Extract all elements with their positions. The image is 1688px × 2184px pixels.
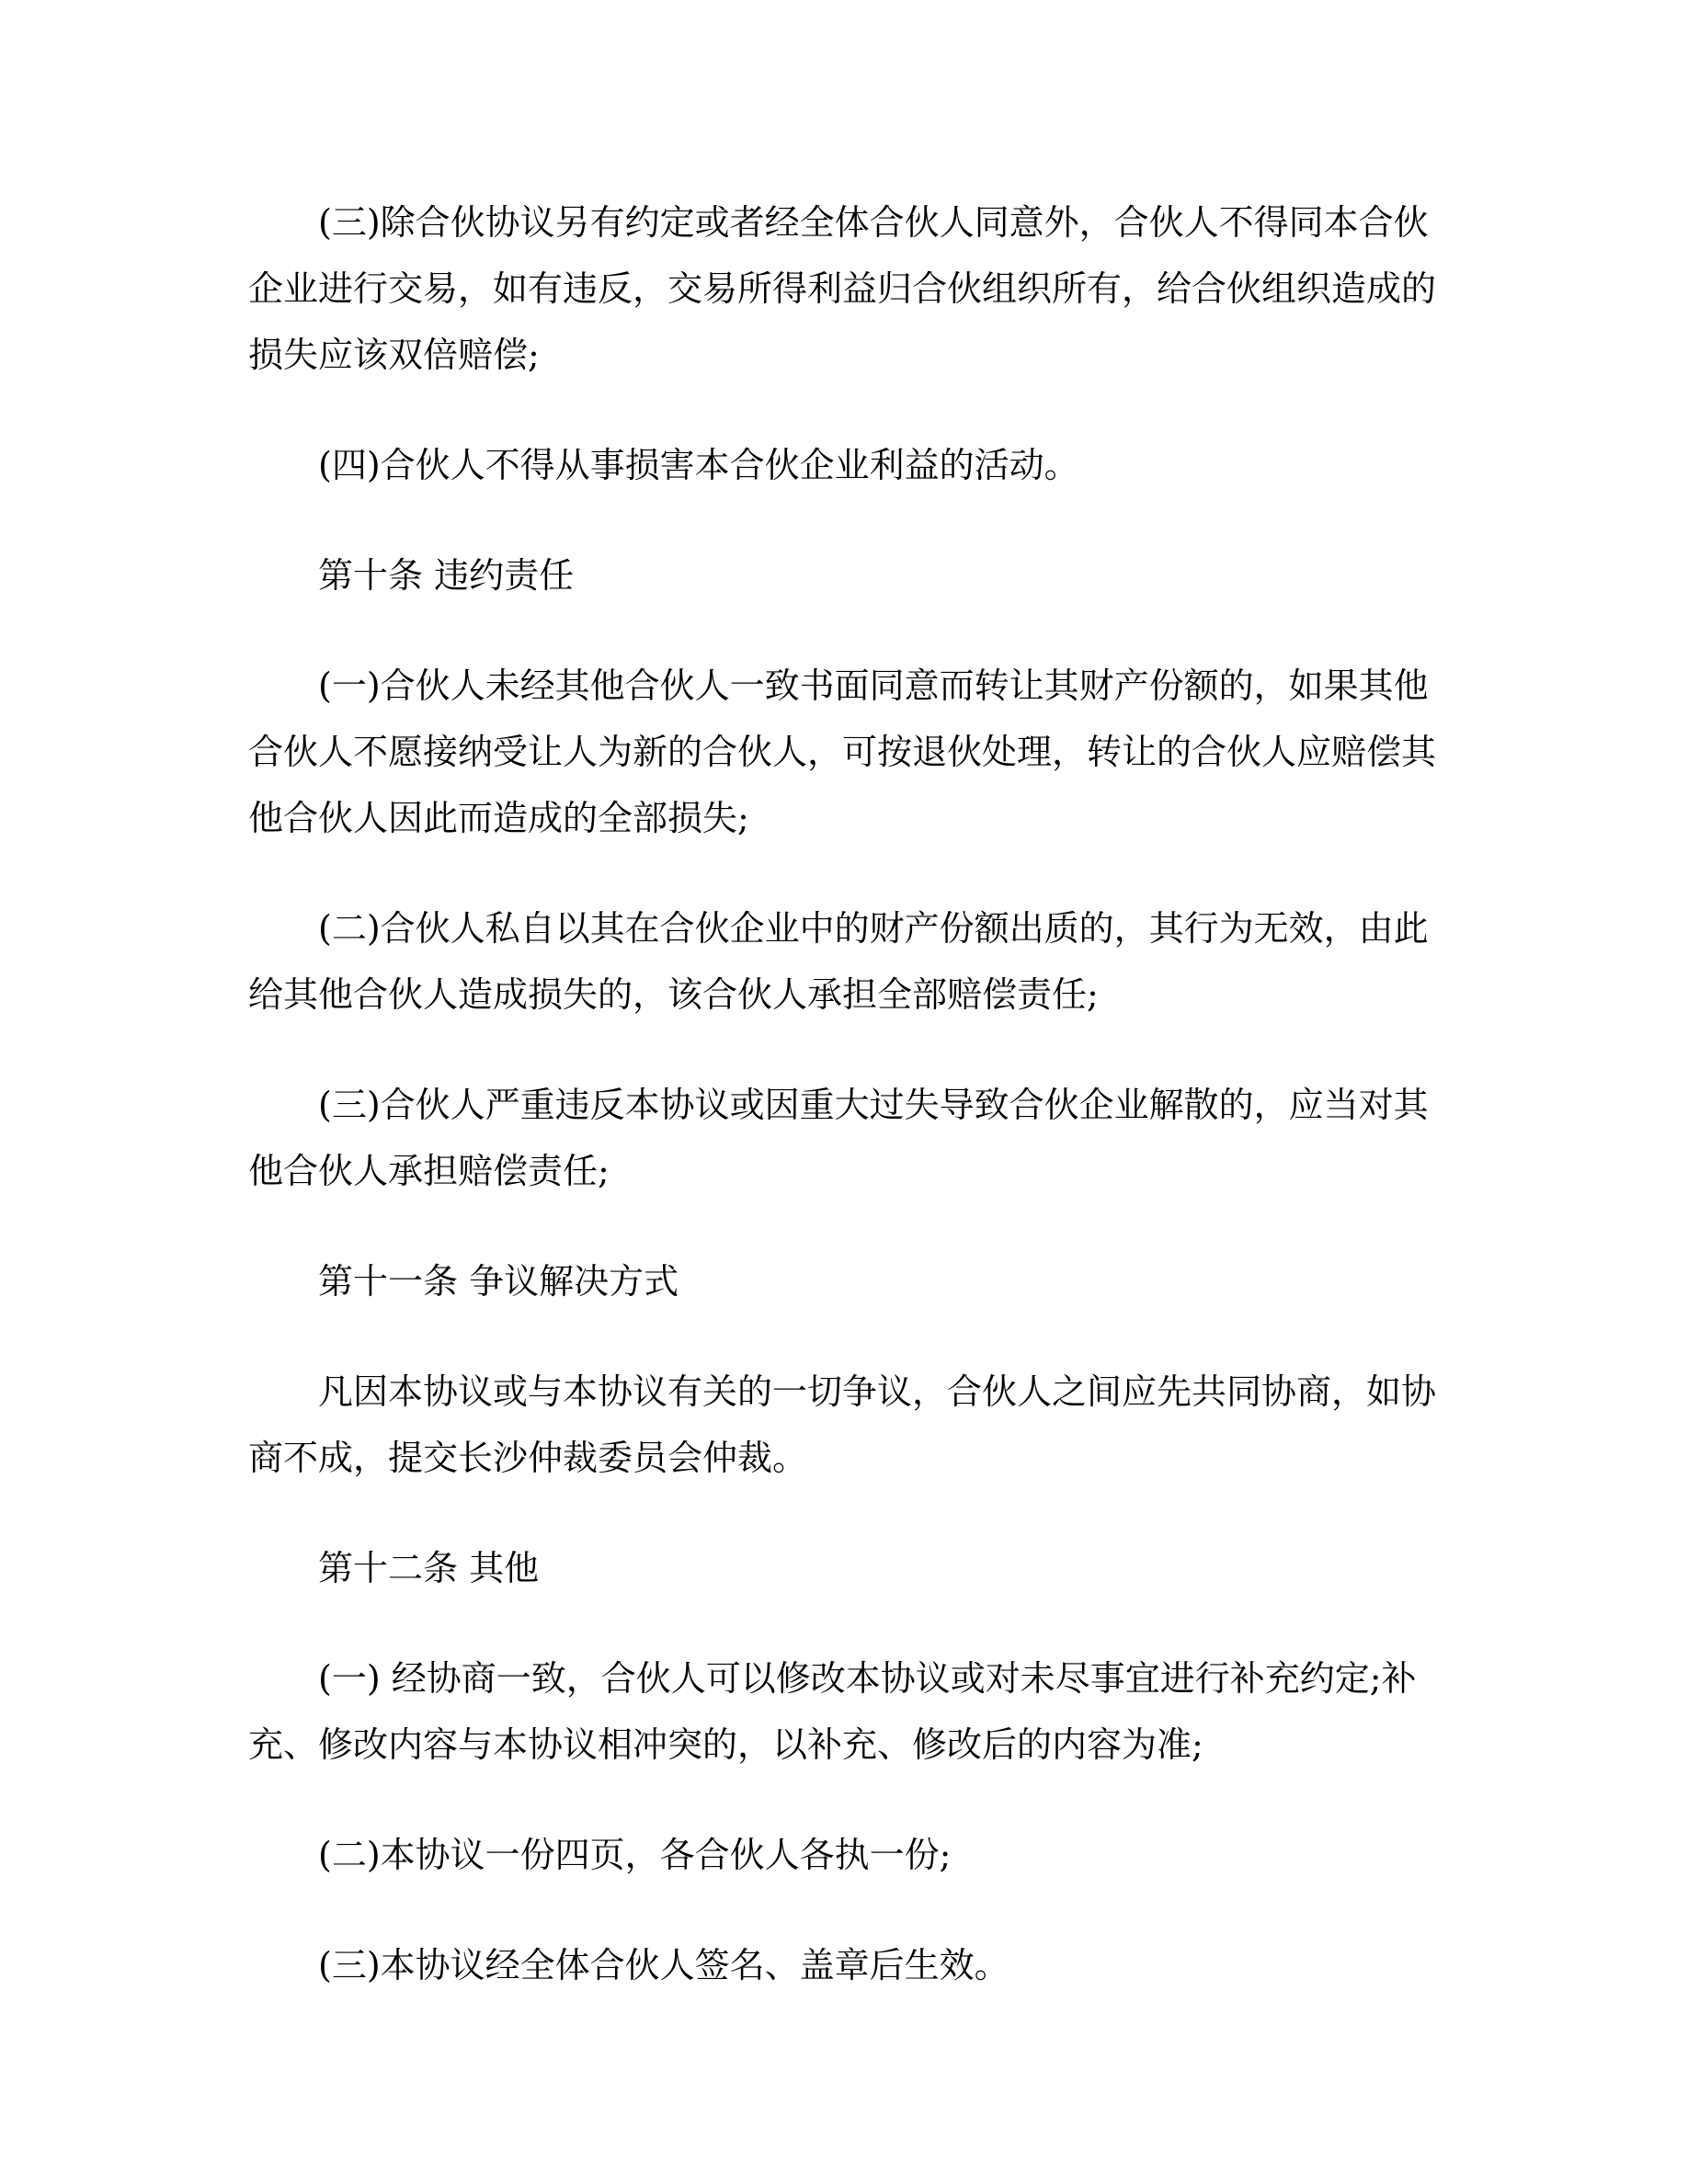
clause-4-no-harm: (四)合伙人不得从事损害本合伙企业利益的活动。 — [318, 445, 1079, 485]
article-12-item-1: (一) 经协商一致，合伙人可以修改本协议或对未尽事宜进行补充约定;补充、修改内容与本协议相冲突的，以补充、修改后的内容为准; — [248, 1658, 1417, 1765]
article-10-item-3: (三)合伙人严重违反本协议或因重大过失导致合伙企业解散的，应当对其他合伙人承担赔偿责任; — [248, 1085, 1429, 1191]
article-12-item-3: (三)本协议经全体合伙人签名、盖章后生效。 — [318, 1945, 1009, 1985]
article-12-item-2: (二)本协议一份四页，各合伙人各执一份; — [318, 1835, 952, 1875]
article-10-item-1: (一)合伙人未经其他合伙人一致书面同意而转让其财产份额的，如果其他合伙人不愿接纳受让人为新的合伙人，可按退伙处理，转让的合伙人应赔偿其他合伙人因此而造成的全部损失; — [248, 665, 1437, 838]
clause-3-transactions: (三)除合伙协议另有约定或者经全体合伙人同意外，合伙人不得同本合伙企业进行交易，如有违反，交易所得利益归合伙组织所有，给合伙组织造成的损失应该双倍赔偿; — [248, 202, 1437, 375]
article-12-heading: 第十二条 其他 — [318, 1548, 540, 1588]
article-10-item-2: (二)合伙人私自以其在合伙企业中的财产份额出质的，其行为无效，由此给其他合伙人造成损失的，该合伙人承担全部赔偿责任; — [248, 908, 1429, 1015]
article-10-heading: 第十条 违约责任 — [318, 555, 575, 596]
document-body — [248, 189, 1443, 2042]
article-11-heading: 第十一条 争议解决方式 — [318, 1261, 679, 1302]
article-11-body: 凡因本协议或与本协议有关的一切争议，合伙人之间应先共同协商，如协商不成，提交长沙仲裁委员会仲裁。 — [248, 1371, 1437, 1478]
